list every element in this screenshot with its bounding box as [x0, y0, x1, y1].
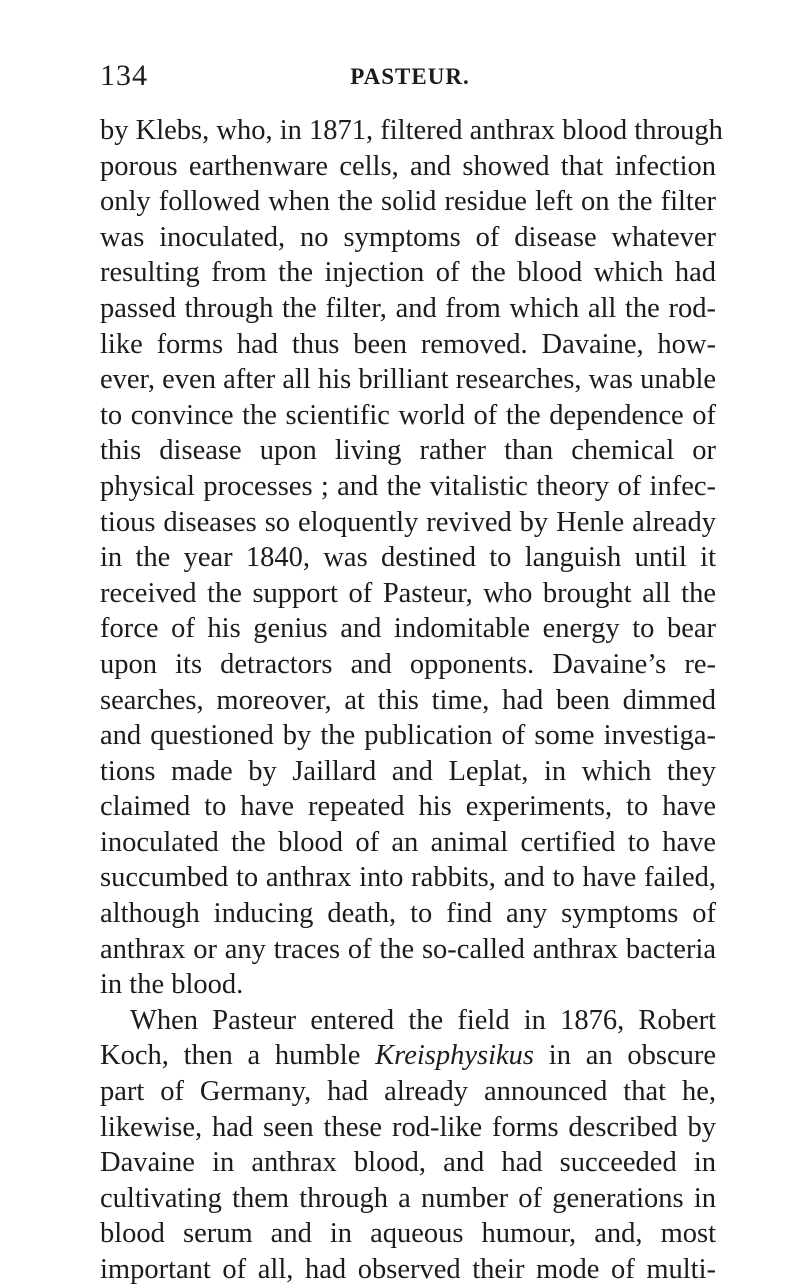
text-line: anthrax or any traces of the so-called anthrax bacteria [100, 933, 716, 965]
italic-term: Kreisphysikus [375, 1040, 535, 1072]
text-line-with-italic [100, 1038, 716, 1074]
text-line: this disease upon living rather than chemical or [100, 435, 716, 467]
text-line: upon its detractors and opponents. Davaine’s re- [100, 648, 716, 680]
text-line: succumbed to anthrax into rabbits, and to have failed, [100, 862, 716, 894]
text-line: ever, even after all his brilliant researches, was unable [100, 364, 717, 396]
text-line: claimed to have repeated his experiments, to have [100, 791, 716, 823]
text-line: likewise, had seen these rod-like forms described by [100, 1111, 716, 1143]
body-text [100, 113, 723, 1288]
text-line: and questioned by the publication of some investiga- [100, 720, 716, 752]
text-line: force of his genius and indomitable energy to bear [100, 613, 716, 645]
running-head [100, 61, 720, 91]
text-line: in the year 1840, was destined to languish until it [100, 542, 716, 574]
text-line: like forms had thus been removed. Davaine, how- [100, 328, 716, 360]
text-line: cultivating them through a number of generations in [100, 1182, 716, 1214]
text-line: Davaine in anthrax blood, and had succeeded in [100, 1147, 716, 1179]
running-title: PASTEUR. [350, 64, 470, 89]
text-line: inoculated the blood of an animal certified to have [100, 826, 716, 858]
text-line: although inducing death, to find any symptoms of [100, 898, 716, 930]
text-line: resulting from the injection of the blood which had [100, 257, 716, 289]
text-line: in the blood. [100, 969, 244, 1001]
text-line: physical processes ; and the vitalistic theory of infec- [100, 470, 716, 502]
text-line: to convince the scientific world of the dependence of [100, 399, 716, 431]
text-line: tions made by Jaillard and Leplat, in which they [100, 755, 716, 787]
paragraph-first-line: When Pasteur entered the field in 1876, Robert [130, 1004, 716, 1036]
text-line: passed through the filter, and from which all the rod- [100, 292, 716, 324]
text-line: porous earthenware cells, and showed that infection [100, 150, 716, 182]
text-line: by Klebs, who, in 1871, filtered anthrax blood through [100, 115, 723, 146]
text-line: was inoculated, no symptoms of disease whatever [100, 221, 716, 253]
text-line: important of all, had observed their mode of multi- [100, 1254, 716, 1285]
text-segment: in an obscure [548, 1040, 717, 1072]
text-segment: Koch, then a humble [100, 1040, 361, 1072]
text-line: only followed when the solid residue left on the filter [100, 186, 716, 218]
page-number: 134 [100, 59, 148, 92]
text-line: searches, moreover, at this time, had been dimmed [100, 684, 716, 716]
text-line: part of Germany, had already announced that he, [100, 1076, 716, 1108]
text-line: received the support of Pasteur, who brought all the [100, 577, 716, 609]
text-line: blood serum and in aqueous humour, and, most [100, 1218, 716, 1250]
text-line: tious diseases so eloquently revived by Henle already [100, 506, 716, 538]
